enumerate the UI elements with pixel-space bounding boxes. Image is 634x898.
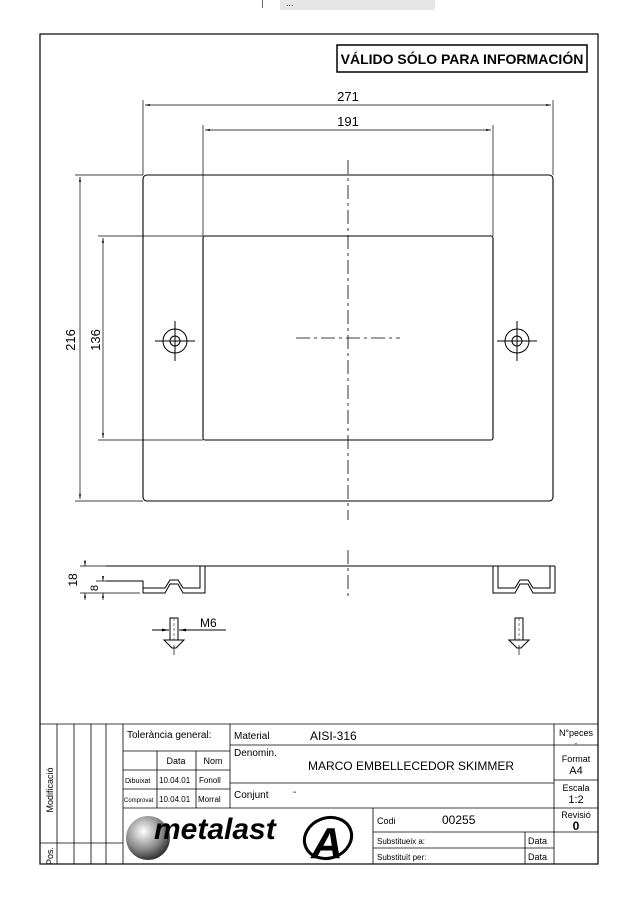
screw-thread-label: M6 [200,616,217,630]
pos-label: Pos. [45,846,55,866]
dimension-thickness-label: 18 [66,573,80,587]
revisio-label: Revisió [561,810,591,820]
modificacio-label: Modificació [45,767,55,813]
comprovat-label: Comprovat [124,798,154,804]
dimension-inner-height [98,236,203,440]
dimension-outer-width-label: 271 [337,89,359,104]
dimension-inner-width-label: 191 [337,114,359,129]
npeces-value: - [574,739,578,748]
denomin-label: Denomin. [234,748,277,759]
comprovat-date: 10.04.01 [159,795,191,804]
data-header: Data [166,756,186,766]
dimension-inner-height-label: 136 [88,329,103,351]
mounting-hole-right [497,321,537,361]
codi-label: Codi [377,816,396,826]
substitueix-label: Substitueix a: [377,837,426,846]
data-label-1: Data [528,836,548,846]
dibuixat-label: Dibuixat [125,778,151,785]
codi-value: 00255 [442,813,476,827]
section-view [106,566,555,593]
mounting-hole-left [155,321,195,361]
dimension-outer-height [75,175,143,501]
company-name: metalast [154,813,276,846]
dibuixat-date: 10.04.01 [159,776,191,785]
format-value: A4 [569,765,583,777]
material-value: AISI-316 [310,729,357,743]
screw-right [509,618,529,655]
npeces-label: N°peces [558,728,594,738]
center-lines [296,160,400,600]
logo-emblem [299,811,358,868]
tolerance-label: Tolerància general: [127,730,212,741]
revisio-value: 0 [572,819,580,833]
denomin-value: MARCO EMBELLECEDOR SKIMMER [307,759,515,773]
stamp-text: VÁLIDO SÓLO PARA INFORMACIÓN [340,51,584,67]
stamp-box [337,45,587,72]
data-label-2: Data [528,852,548,862]
nom-header: Nom [203,756,223,766]
conjunt-label: Conjunt [234,790,269,801]
material-label: Material [234,731,270,742]
escala-value: 1:2 [568,794,584,806]
toolbar-field-text: ... [286,0,294,8]
logo-emblem-letter: A [311,819,343,868]
format-label: Format [561,754,591,764]
conjunt-value: - [293,787,297,798]
escala-label: Escala [562,783,590,793]
substituit-label: Substituït per: [377,853,427,862]
dibuixat-name: Fonoll [199,776,221,785]
company-logo [126,813,278,860]
dimension-depth-label: 8 [89,584,101,592]
dimension-outer-height-label: 216 [63,329,78,351]
comprovat-name: Morral [198,795,221,804]
